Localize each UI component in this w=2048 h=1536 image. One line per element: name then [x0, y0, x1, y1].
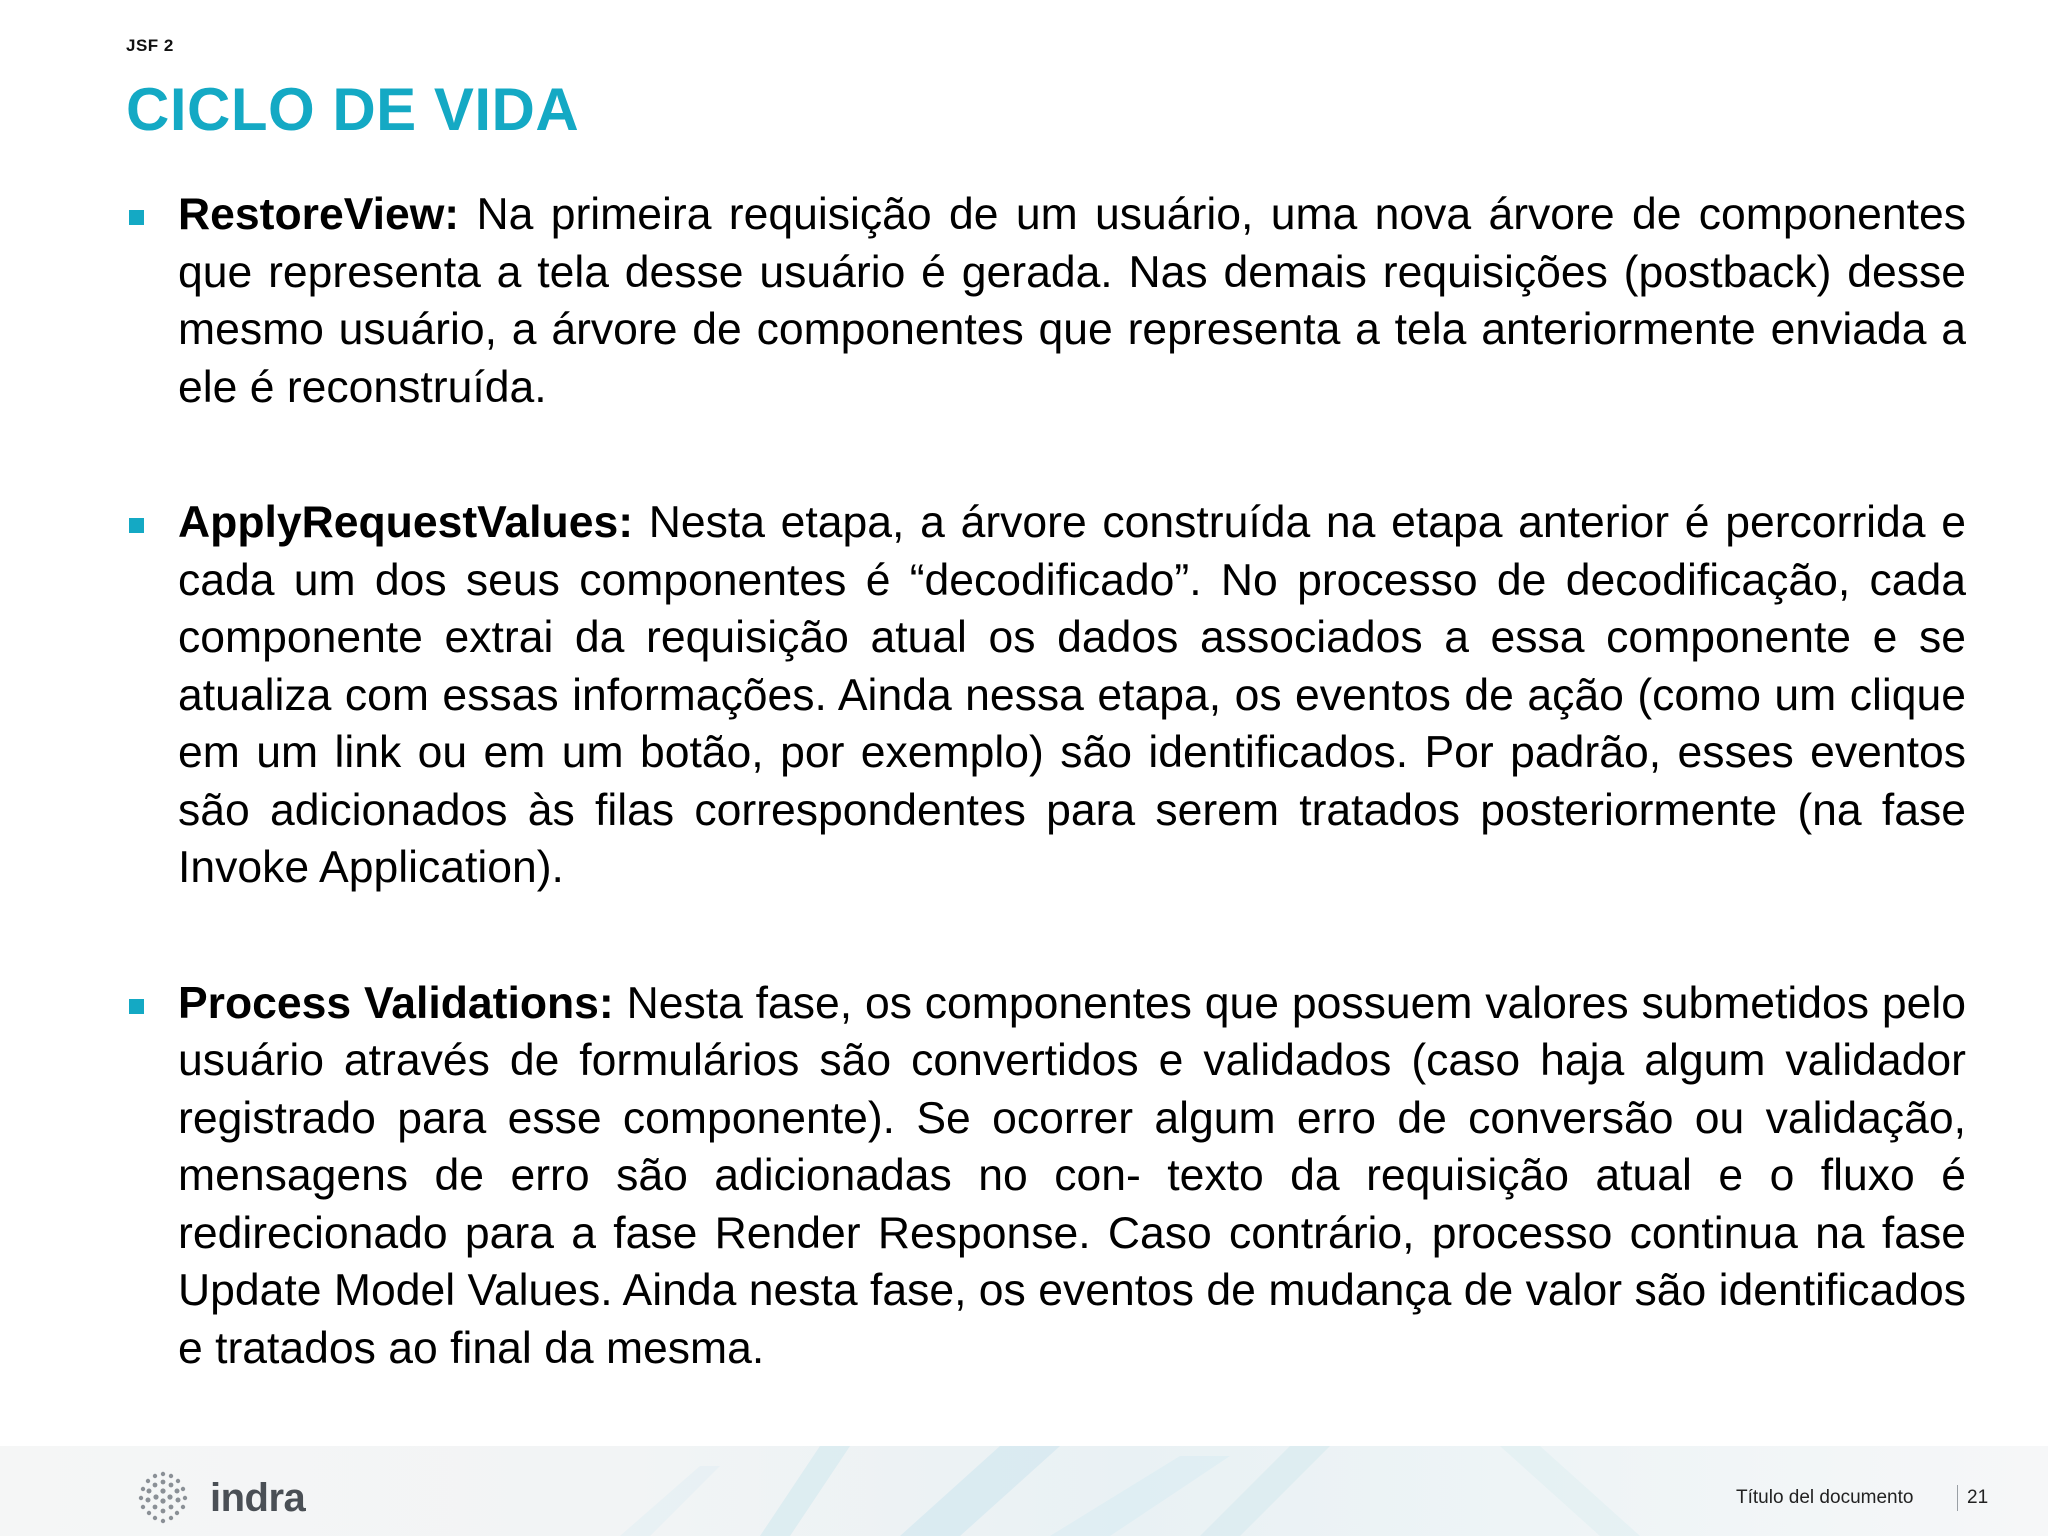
bullet-term: RestoreView: [178, 190, 477, 239]
bullet-item-apply-request-values [126, 494, 1966, 897]
section-kicker: JSF 2 [126, 36, 174, 55]
page-number: 21 [1967, 1487, 1989, 1508]
bullet-text: Nesta etapa, a árvore construída na etapa anterior é percorrida e cada um dos seus componentes é “decodificado”. No processo de decodificação, cada componente extrai da requisição atual os dados associados a essa componente e se atualiza com essas informações. Ainda nessa etapa, os eventos de ação (como um clique em um link ou em um botão, por exemplo) são identificados. Por padrão, esses eventos são adicionados às filas correspondentes para serem tratados posteriormente (na fase Invoke Application). [178, 498, 1966, 892]
bullet-text: Na primeira requisição de um usuário, uma nova árvore de componentes que representa a tela desse usuário é gerada. Nas demais requisições (postback) desse mesmo usuário, a árvore de componentes que representa a tela anteriormente enviada a ele é reconstruída. [178, 190, 1966, 412]
bullet-term: Process Validations: [178, 978, 627, 1028]
bullet-term: ApplyRequestValues: [178, 498, 649, 547]
bullet-item-process-validations [126, 975, 1966, 1378]
square-bullet-icon [129, 210, 144, 225]
bullet-list [126, 186, 1966, 1377]
square-bullet-icon [129, 518, 144, 533]
logo-wordmark: indra [210, 1476, 306, 1520]
slide-title: CICLO DE VIDA [126, 76, 580, 143]
indra-globe-icon [134, 1469, 192, 1527]
bullet-item-restore-view [126, 186, 1966, 416]
bullet-text: Nesta fase, os componentes que possuem valores submetidos pelo usuário através de formulários são convertidos e validados (caso haja algum validador registrado para esse componente). Se ocorrer algum erro de conversão ou validação, mensagens de erro são adicionadas no con- texto da requisição atual e o fluxo é redirecionado para a fase Render Response. Caso contrário, processo continua na fase Update Model Values. Ainda nesta fase, os eventos de mudança de valor são identificados e tratados ao final da mesma. [178, 978, 1967, 1373]
document-title: Título del documento [1736, 1487, 1914, 1508]
square-bullet-icon [129, 999, 144, 1014]
footer-divider [1957, 1485, 1958, 1511]
company-logo [134, 1468, 305, 1528]
